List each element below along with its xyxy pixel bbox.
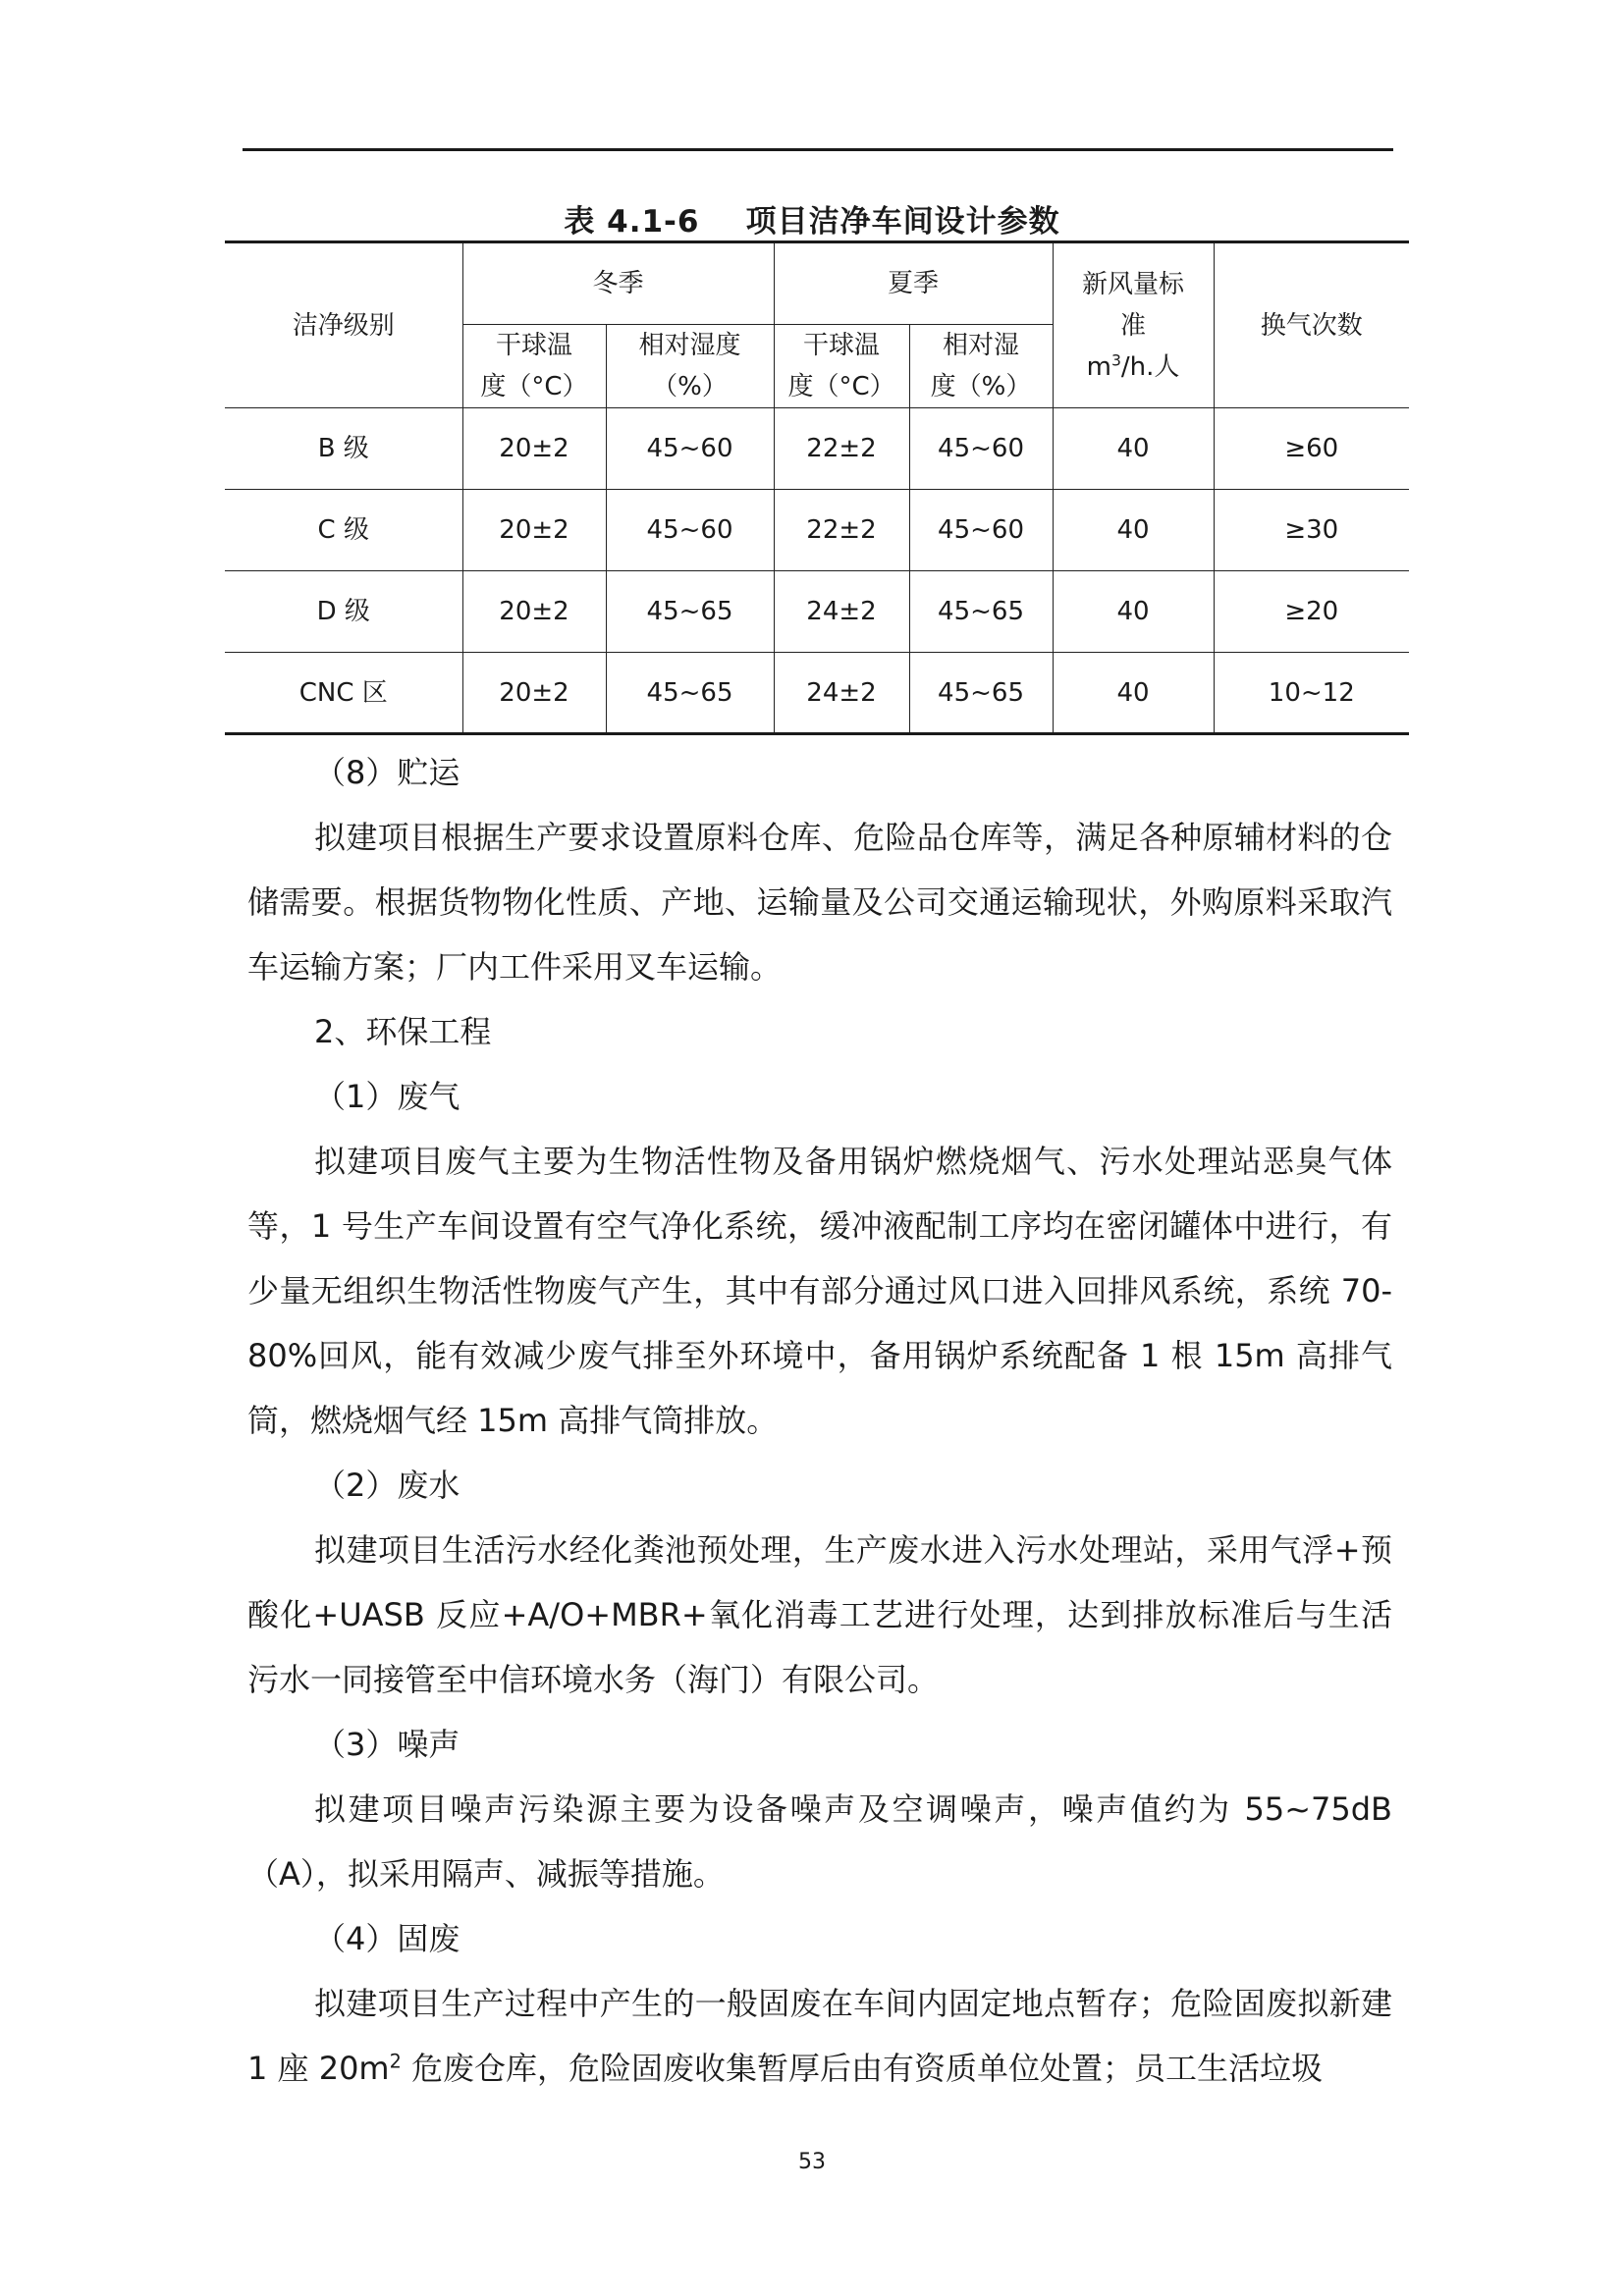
header-line: 度（°C） bbox=[480, 372, 588, 401]
cell-summer-rh: 45~65 bbox=[909, 571, 1053, 653]
table-row bbox=[225, 653, 1409, 734]
body-text bbox=[247, 740, 1392, 2101]
cell-winter-temp: 20±2 bbox=[462, 490, 606, 571]
cell-fresh-air: 40 bbox=[1053, 571, 1214, 653]
header-summer-dry-bulb bbox=[774, 325, 909, 408]
cell-winter-rh: 45~65 bbox=[606, 571, 774, 653]
header-line: 度（°C） bbox=[787, 372, 895, 401]
table-row bbox=[225, 408, 1409, 490]
cell-fresh-air: 40 bbox=[1053, 490, 1214, 571]
page-number: 53 bbox=[798, 2150, 826, 2174]
table-row bbox=[225, 571, 1409, 653]
header-air-changes: 换气次数 bbox=[1214, 242, 1409, 408]
unit-prefix: m bbox=[1086, 351, 1111, 382]
heading-noise: （3）噪声 bbox=[314, 1726, 460, 1763]
header-winter: 冬季 bbox=[462, 242, 774, 325]
header-fresh-air bbox=[1053, 242, 1214, 408]
cell-air-changes: 10~12 bbox=[1214, 653, 1409, 734]
cell-air-changes: ≥20 bbox=[1214, 571, 1409, 653]
header-fresh-air-line1: 新风量标 bbox=[1082, 269, 1185, 299]
cell-summer-rh: 45~60 bbox=[909, 490, 1053, 571]
cell-winter-rh: 45~65 bbox=[606, 653, 774, 734]
cell-winter-temp: 20±2 bbox=[462, 408, 606, 490]
cell-air-changes: ≥30 bbox=[1214, 490, 1409, 571]
cell-summer-temp: 24±2 bbox=[774, 571, 909, 653]
clean-workshop-params-table bbox=[225, 240, 1409, 735]
cell-winter-rh: 45~60 bbox=[606, 408, 774, 490]
header-winter-rh bbox=[606, 325, 774, 408]
unit-sup: 3 bbox=[1110, 350, 1121, 369]
header-fresh-air-line2: 准 bbox=[1120, 310, 1147, 341]
cell-fresh-air: 40 bbox=[1053, 653, 1214, 734]
heading-solid-waste: （4）固废 bbox=[314, 1920, 460, 1957]
heading-waste-water: （2）废水 bbox=[314, 1467, 460, 1504]
solid-waste-text-b: 危废仓库，危险固废收集暂厚后由有资质单位处置；员工生活垃圾 bbox=[401, 2050, 1324, 2087]
table-row bbox=[225, 490, 1409, 571]
cell-grade: CNC 区 bbox=[225, 653, 462, 734]
paragraph-storage: 拟建项目根据生产要求设置原料仓库、危险品仓库等，满足各种原辅材料的仓储需要。根据货物物化性质、产地、运输量及公司交通运输现状，外购原料采取汽车运输方案；厂内工件采用叉车运输。 bbox=[247, 819, 1392, 986]
cell-grade: B 级 bbox=[225, 408, 462, 490]
cell-grade: D 级 bbox=[225, 571, 462, 653]
header-summer: 夏季 bbox=[774, 242, 1053, 325]
header-winter-dry-bulb bbox=[462, 325, 606, 408]
heading-env-engineering: 2、环保工程 bbox=[314, 1013, 492, 1050]
header-rule bbox=[243, 148, 1393, 151]
header-line: （%） bbox=[652, 372, 728, 401]
paragraph-solid-waste bbox=[247, 1971, 1392, 2101]
cell-grade: C 级 bbox=[225, 490, 462, 571]
solid-waste-text-a: 拟建项目生产过程中产生的一般固废在车间内固定地点暂存；危险固废拟新建 1 座 20m bbox=[247, 1985, 1392, 2087]
cell-summer-temp: 22±2 bbox=[774, 490, 909, 571]
solid-waste-sup: 2 bbox=[389, 2050, 402, 2073]
cell-summer-temp: 24±2 bbox=[774, 653, 909, 734]
cell-winter-rh: 45~60 bbox=[606, 490, 774, 571]
header-line: 相对湿度 bbox=[638, 331, 741, 360]
header-fresh-air-unit bbox=[1054, 347, 1214, 388]
cell-winter-temp: 20±2 bbox=[462, 571, 606, 653]
header-grade: 洁净级别 bbox=[225, 242, 462, 408]
header-line: 干球温 bbox=[495, 331, 572, 360]
cell-winter-temp: 20±2 bbox=[462, 653, 606, 734]
header-line: 相对湿 bbox=[943, 331, 1020, 360]
heading-storage: （8）贮运 bbox=[314, 754, 460, 791]
paragraph-noise: 拟建项目噪声污染源主要为设备噪声及空调噪声，噪声值约为 55~75dB（A），拟采用隔声、减振等措施。 bbox=[247, 1790, 1392, 1893]
paragraph-waste-gas: 拟建项目废气主要为生物活性物及备用锅炉燃烧烟气、污水处理站恶臭气体等，1 号生产车间设置有空气净化系统，缓冲液配制工序均在密闭罐体中进行，有少量无组织生物活性物废气产生，其中有部分通过风口进入回排风系统，系统 70-80%回风，能有效减少废气排至外环境中，备用锅炉系统配备 1 根 15m 高排气筒，燃烧烟气经 15m 高排气筒排放。 bbox=[247, 1143, 1392, 1439]
cell-air-changes: ≥60 bbox=[1214, 408, 1409, 490]
header-line: 度（%） bbox=[930, 372, 1032, 401]
header-summer-rh bbox=[909, 325, 1053, 408]
cell-fresh-air: 40 bbox=[1053, 408, 1214, 490]
cell-summer-rh: 45~60 bbox=[909, 408, 1053, 490]
cell-summer-temp: 22±2 bbox=[774, 408, 909, 490]
unit-suffix: /h.人 bbox=[1120, 351, 1180, 382]
header-line: 干球温 bbox=[803, 331, 881, 360]
heading-waste-gas: （1）废气 bbox=[314, 1078, 460, 1115]
table-title: 表 4.1-6 项目洁净车间设计参数 bbox=[564, 204, 1060, 240]
cell-summer-rh: 45~65 bbox=[909, 653, 1053, 734]
paragraph-waste-water: 拟建项目生活污水经化粪池预处理，生产废水进入污水处理站，采用气浮+预酸化+UASB 反应+A/O+MBR+氧化消毒工艺进行处理，达到排放标准后与生活污水一同接管至中信环境水务（海门）有限公司。 bbox=[247, 1531, 1392, 1698]
